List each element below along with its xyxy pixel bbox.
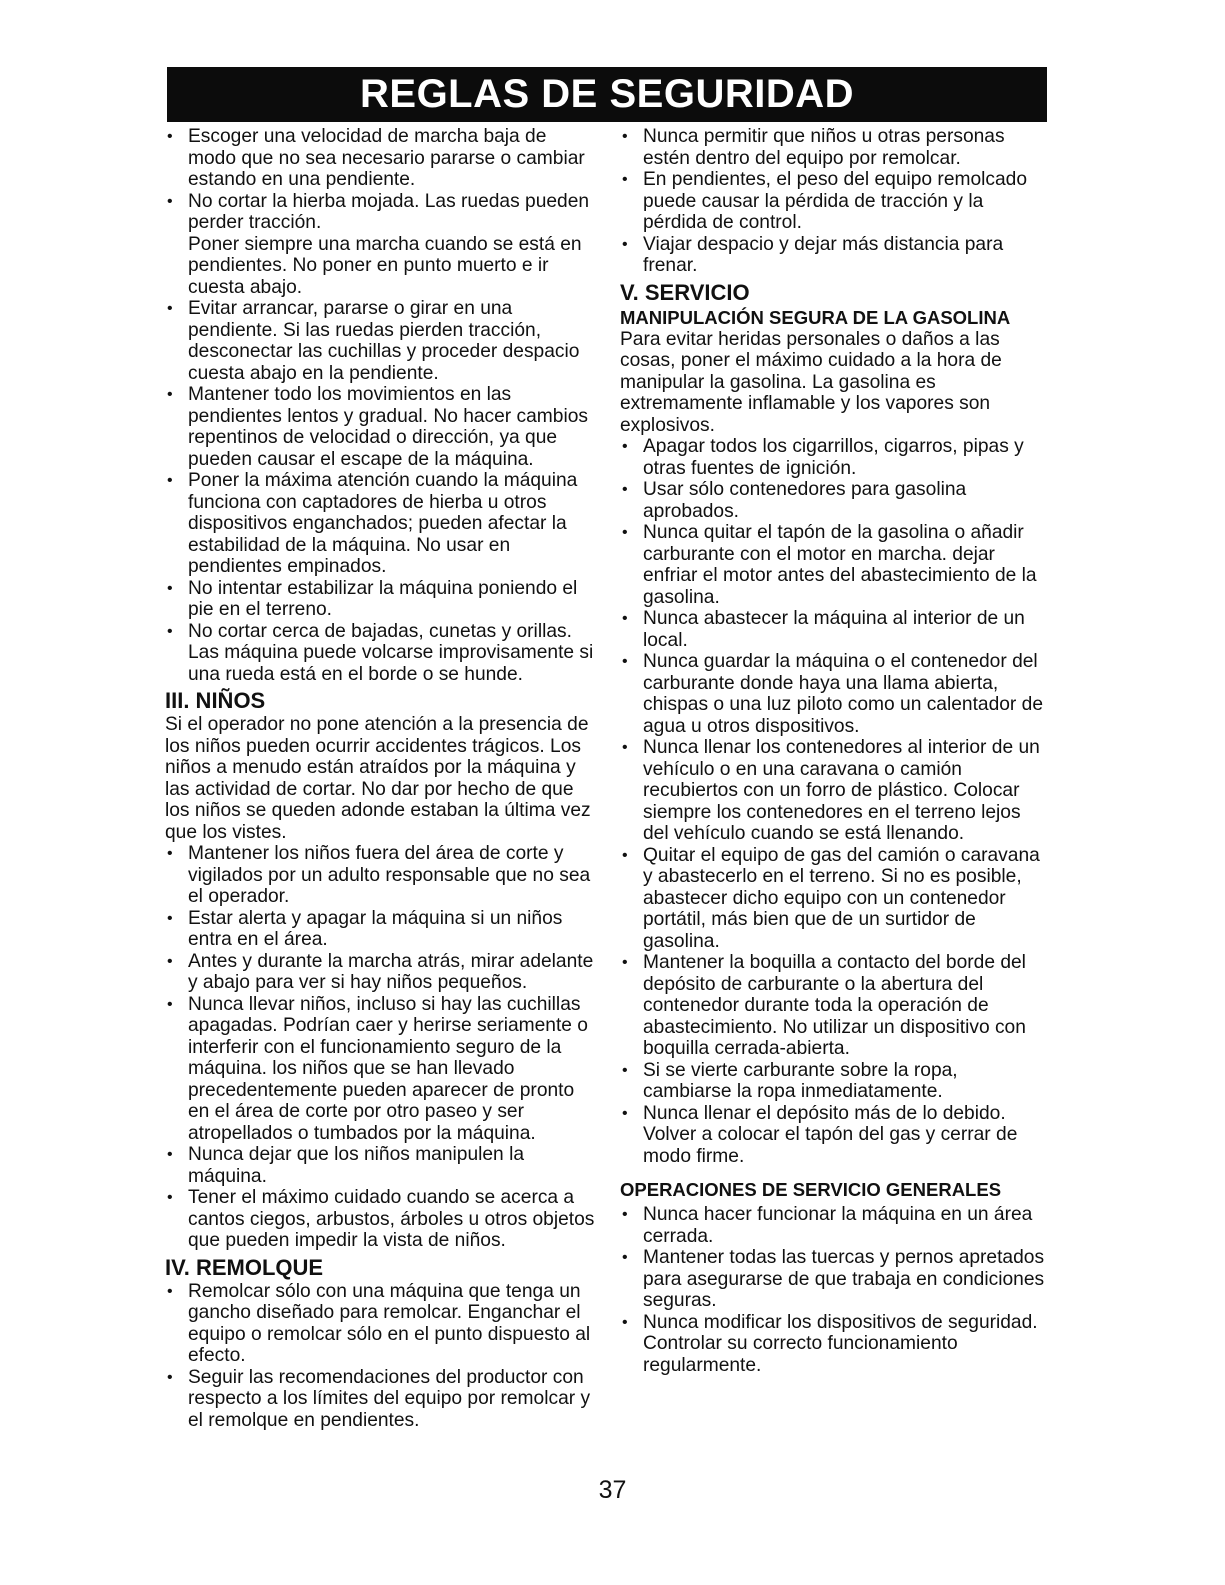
section-heading-towing: IV. REMOLQUE — [165, 1254, 324, 1280]
fuel-intro: Para evitar heridas personales o daños a las cosas, poner el máximo cuidado a la hora de manipular la gasolina. La gasolina es extremamente inflamable y los vapores son explosivos. — [620, 328, 1002, 436]
list-item: • Nunca permitir que niños u otras personas estén dentro del equipo por remolcar. — [620, 126, 1050, 169]
list-item: • Evitar arrancar, pararse o girar en una pendiente. Si las ruedas pierden tracción, desconectar las cuchillas y proceder despacio cuesta abajo en la pendiente. — [165, 298, 597, 384]
list-item: • Remolcar sólo con una máquina que tenga un gancho diseñado para remolcar. Enganchar el equipo o remolcar sólo en el punto dispuesto al efecto. — [165, 1281, 597, 1367]
list-item: • Nunca dejar que los niños manipulen la máquina. — [165, 1144, 597, 1187]
list-item: • Escoger una velocidad de marcha baja de modo que no sea necesario pararse o cambiar estando en una pendiente. — [165, 126, 597, 191]
list-item: • Apagar todos los cigarrillos, cigarros, pipas y otras fuentes de ignición. — [620, 436, 1050, 479]
list-item: • Nunca llenar el depósito más de lo debido. Volver a colocar el tapón del gas y cerrar de modo firme. — [620, 1103, 1050, 1168]
list-item: • Poner la máxima atención cuando la máquina funciona con captadores de hierba u otros dispositivos enganchados; pueden afectar la estabilidad de la máquina. No usar en pendientes empinados. — [165, 470, 597, 578]
section-intro: Si el operador no pone atención a la presencia de los niños pueden ocurrir accidentes trágicos. Los niños a menudo están atraídos por la máquina y las actividad de cortar. No dar por hecho de que los niños se queden adonde estaban la última vez que los vistes. — [165, 714, 591, 843]
right-column — [620, 126, 1050, 1376]
list-item: • Nunca hacer funcionar la máquina en un área cerrada. — [620, 1204, 1050, 1247]
list-item: • Tener el máximo cuidado cuando se acerca a cantos ciegos, arbustos, árboles u otros objetos que pueden impedir la vista de niños. — [165, 1187, 597, 1252]
list-item: • Viajar despacio y dejar más distancia para frenar. — [620, 234, 1050, 277]
subheading-fuel-handling: MANIPULACIÓN SEGURA DE LA GASOLINA — [620, 306, 1011, 328]
slope-list-continued — [165, 298, 597, 685]
list-item: • Mantener los niños fuera del área de corte y vigilados por un adulto responsable que no sea el operador. — [165, 843, 597, 908]
list-item-text: No cortar la hierba mojada. Las ruedas pueden perder tracción. — [188, 190, 590, 233]
towing-list — [165, 1281, 597, 1432]
list-item: • No intentar estabilizar la máquina poniendo el pie en el terreno. — [165, 578, 597, 621]
list-item: • En pendientes, el peso del equipo remolcado puede causar la pérdida de tracción y la pérdida de control. — [620, 169, 1050, 234]
list-item: • Nunca guardar la máquina o el contenedor del carburante donde haya una llama abierta, chispas o una luz piloto como un calentador de agua u otros dispositivos. — [620, 651, 1050, 737]
children-list — [165, 843, 597, 1252]
list-item — [165, 191, 597, 234]
subheading-general-service: OPERACIONES DE SERVICIO GENERALES — [620, 1179, 1002, 1200]
list-item: • Antes y durante la marcha atrás, mirar adelante y abajo para ver si hay niños pequeños. — [165, 951, 597, 994]
list-item: • Seguir las recomendaciones del productor con respecto a los límites del equipo por remolcar y el remolque en pendientes. — [165, 1367, 597, 1432]
list-item: • Mantener la boquilla a contacto del borde del depósito de carburante o la abertura del contenedor durante toda la operación de abastecimiento. No utilizar un dispositivo con boquilla cerrada-abierta. — [620, 952, 1050, 1060]
list-item: • Nunca llevar niños, incluso si hay las cuchillas apagadas. Podrían caer y herirse seriamente o interferir con el funcionamiento seguro de la máquina. los niños que se han llevado precedentemente pueden aparecer de pronto en el área de corte por otro paseo y ser atropellados o tumbados por la máquina. — [165, 994, 597, 1145]
section-heading-children: III. NIÑOS — [165, 688, 266, 713]
general-service-list — [620, 1204, 1050, 1376]
list-item: • Estar alerta y apagar la máquina si un niños entra en el área. — [165, 908, 597, 951]
towing-list-continued — [620, 126, 1050, 277]
left-column — [165, 126, 597, 1431]
fuel-list — [620, 436, 1050, 1167]
list-item: • Mantener todo los movimientos en las pendientes lentos y gradual. No hacer cambios repentinos de velocidad o dirección, ya que pueden causar el escape de la máquina. — [165, 384, 597, 470]
list-item: • Nunca modificar los dispositivos de seguridad. Controlar su correcto funcionamiento regularmente. — [620, 1312, 1050, 1377]
page-number: 37 — [598, 1476, 627, 1504]
slope-list — [165, 126, 597, 234]
list-item: • Nunca abastecer la máquina al interior de un local. — [620, 608, 1050, 651]
slope-note: Poner siempre una marcha cuando se está en pendientes. No poner en punto muerto e ir cuesta abajo. — [188, 233, 582, 298]
list-item: • Quitar el equipo de gas del camión o caravana y abastecerlo en el terreno. Si no es posible, abastecer dicho equipo con un contenedor portátil, más bien que de un surtidor de gasolina. — [620, 845, 1050, 953]
list-item: • Mantener todas las tuercas y pernos apretados para asegurarse de que trabaja en condiciones seguras. — [620, 1247, 1050, 1312]
page-title-banner: REGLAS DE SEGURIDAD — [167, 67, 1047, 122]
list-item: • Usar sólo contenedores para gasolina aprobados. — [620, 479, 1050, 522]
list-item: • Nunca llenar los contenedores al interior de un vehículo o en una caravana o camión recubiertos con un forro de plástico. Colocar siempre los contenedores en el terreno lejos del vehículo cuando se está llenando. — [620, 737, 1050, 845]
list-item: • Si se vierte carburante sobre la ropa, cambiarse la ropa inmediatamente. — [620, 1060, 1050, 1103]
list-item: • No cortar cerca de bajadas, cunetas y orillas. Las máquina puede volcarse improvisamente si una rueda está en el borde o se hunde. — [165, 621, 597, 686]
section-heading-service: V. SERVICIO — [620, 279, 750, 305]
list-item: • Nunca quitar el tapón de la gasolina o añadir carburante con el motor en marcha. dejar enfriar el motor antes del abastecimiento de la gasolina. — [620, 522, 1050, 608]
